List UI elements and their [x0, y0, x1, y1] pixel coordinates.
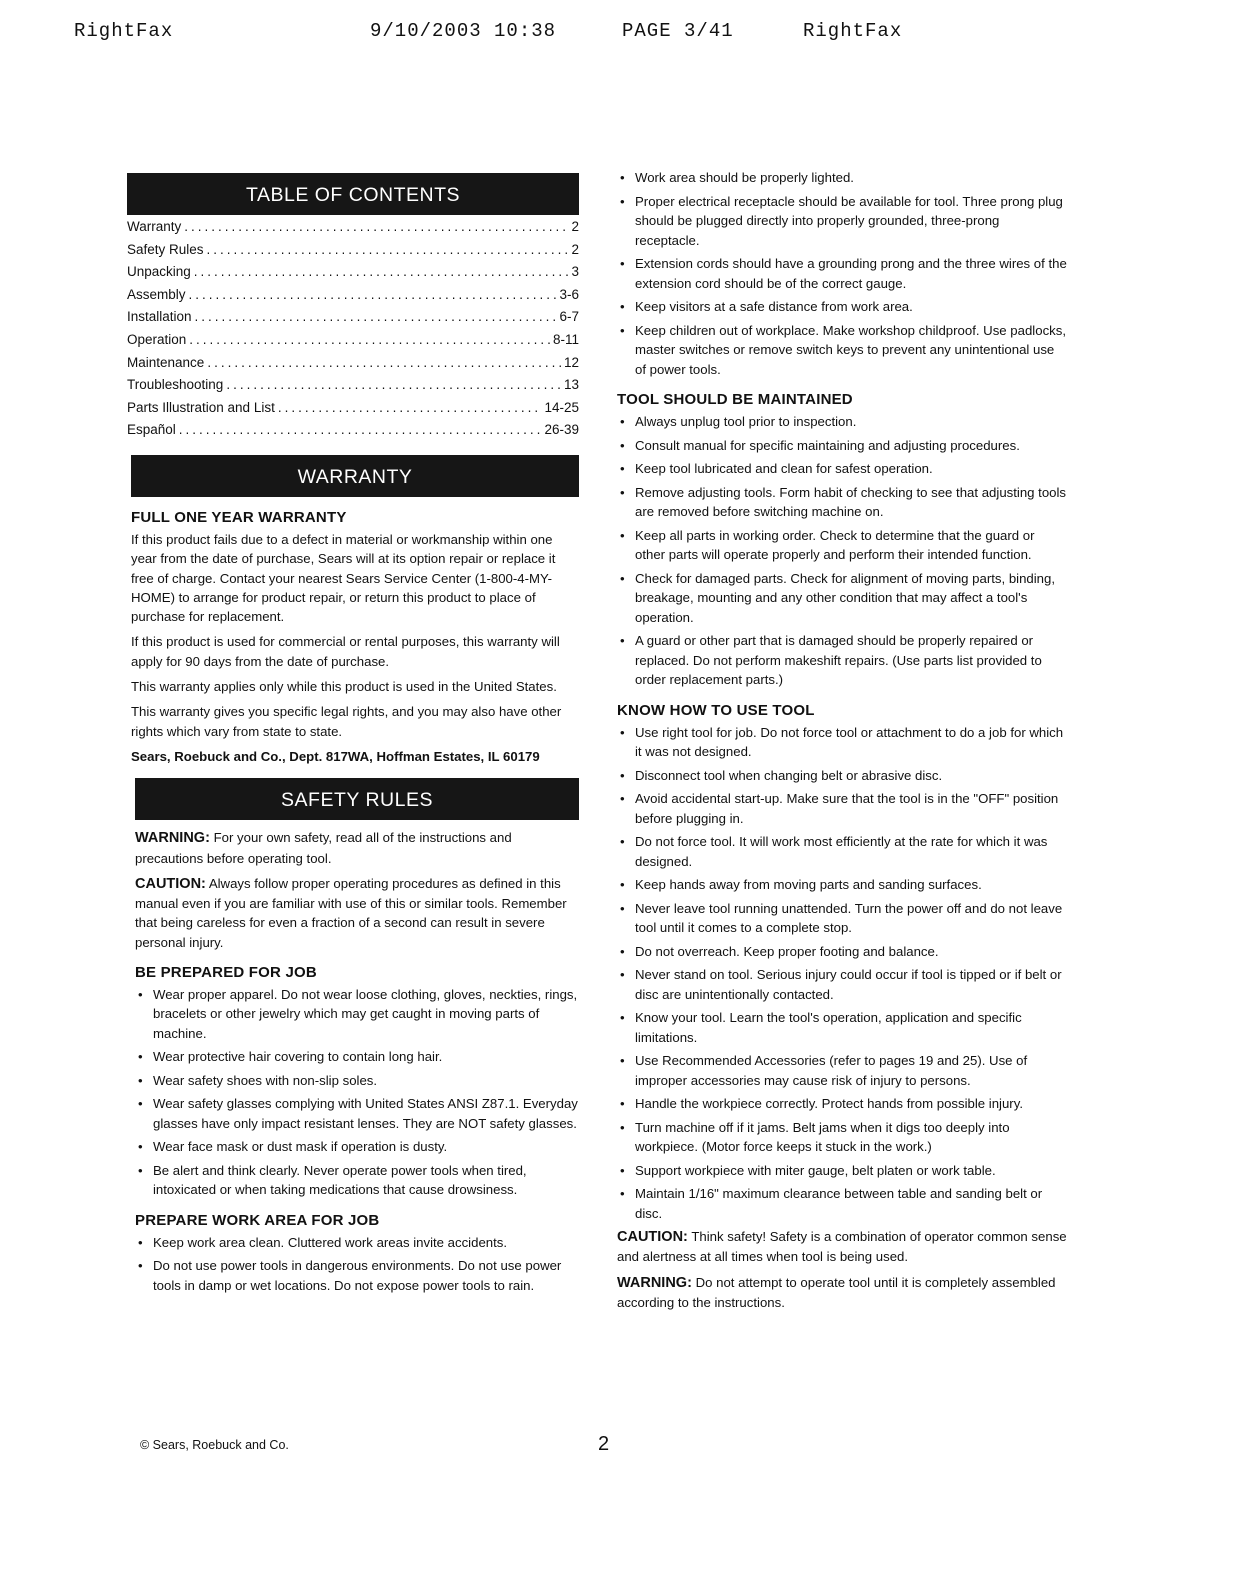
prepare-area-list-continued	[617, 168, 1067, 379]
bullet-item: • Use right tool for job. Do not force tool or attachment to do a job for which it was not designed.	[617, 723, 1067, 762]
bullet-item: • Keep tool lubricated and clean for safest operation.	[617, 459, 1067, 479]
be-prepared-heading: BE PREPARED FOR JOB	[135, 963, 317, 981]
safety-banner: SAFETY RULES	[135, 778, 579, 820]
toc-leader	[207, 355, 561, 370]
warranty-paragraph: If this product is used for commercial or rental purposes, this warranty will apply for 90 days from the date of purchase.	[131, 634, 560, 669]
toc-entry	[127, 355, 579, 378]
warning-notice	[135, 828, 579, 868]
toc-entry-page: 3-6	[559, 286, 579, 302]
toc-leader	[207, 242, 569, 257]
toc-leader	[179, 422, 542, 437]
right-column	[617, 168, 1067, 1318]
warranty-paragraph: This warranty gives you specific legal rights, and you may also have other rights which vary from state to state.	[131, 704, 562, 739]
bullet-item: • Avoid accidental start-up. Make sure that the tool is in the "OFF" position before plugging in.	[617, 789, 1067, 828]
toc-entry-page: 6-7	[559, 309, 579, 325]
toc-entry-page: 8-11	[552, 331, 579, 347]
toc-entry-title: Warranty	[127, 219, 182, 234]
page-number: 2	[598, 1433, 610, 1455]
caution-notice	[135, 874, 579, 952]
bullet-item: • Wear safety shoes with non-slip soles.	[135, 1071, 579, 1091]
toc-entry-page: 12	[563, 354, 579, 370]
toc-entry-page: 26-39	[544, 422, 579, 438]
toc-entry	[127, 377, 579, 400]
toc-entry	[127, 309, 579, 332]
caution2-label: CAUTION:	[617, 1229, 688, 1245]
bullet-item: • A guard or other part that is damaged should be properly repaired or replaced. Do not perform makeshift repairs. (Use parts list provided to order replacement parts.)	[617, 631, 1067, 690]
bullet-item: • Turn machine off if it jams. Belt jams when it digs too deeply into workpiece. (Motor force keeps it stuck in the work.)	[617, 1118, 1067, 1157]
caution2-notice	[617, 1227, 1067, 1267]
bullet-item: • Never stand on tool. Serious injury could occur if tool is tipped or if belt or disc are unintentionally contacted.	[617, 965, 1067, 1004]
bullet-item: • Consult manual for specific maintaining and adjusting procedures.	[617, 436, 1067, 456]
bullet-item: • Never leave tool running unattended. Turn the power off and do not leave tool until it comes to a complete stop.	[617, 899, 1067, 938]
toc-entry	[127, 332, 579, 355]
warranty-banner: WARRANTY	[131, 455, 579, 497]
toc-entry-page: 2	[571, 219, 579, 234]
copyright: © Sears, Roebuck and Co.	[140, 1438, 289, 1452]
toc-entry-title: Troubleshooting	[127, 377, 224, 393]
maintained-list	[617, 412, 1067, 690]
maintained-heading: TOOL SHOULD BE MAINTAINED	[617, 391, 853, 408]
be-prepared-list	[135, 985, 579, 1200]
bullet-item: • Keep hands away from moving parts and sanding surfaces.	[617, 875, 1067, 895]
warranty-text	[131, 530, 579, 741]
warranty-heading: FULL ONE YEAR WARRANTY	[131, 508, 347, 526]
bullet-item: • Maintain 1/16" maximum clearance between table and sanding belt or disc.	[617, 1184, 1067, 1223]
bullet-item: • Know your tool. Learn the tool's operation, application and specific limitations.	[617, 1008, 1067, 1047]
fax-datetime: 9/10/2003 10:38	[370, 20, 557, 42]
fax-sender: RightFax	[74, 20, 174, 42]
bullet-item: • Remove adjusting tools. Form habit of checking to see that adjusting tools are removed before switching machine on.	[617, 483, 1067, 522]
fax-service: RightFax	[803, 20, 903, 42]
bullet-item: • Do not force tool. It will work most efficiently at the rate for which it was designed.	[617, 832, 1067, 871]
left-column	[127, 173, 579, 1299]
bullet-item: • Keep all parts in working order. Check to determine that the guard or other parts will operate properly and perform their intended function.	[617, 526, 1067, 565]
know-how-list	[617, 723, 1067, 1224]
toc-entry-title: Safety Rules	[127, 241, 204, 257]
toc-entry-page: 3	[571, 264, 579, 280]
toc-entry-page: 2	[571, 241, 579, 257]
caution2-text: Think safety! Safety is a combination of operator common sense and alertness at all times when tool is being used.	[617, 1229, 1067, 1265]
toc-entry	[127, 400, 579, 423]
toc-entry-title: Operation	[127, 331, 187, 347]
warranty-address: Sears, Roebuck and Co., Dept. 817WA, Hoffman Estates, IL 60179	[131, 748, 540, 764]
toc-entry	[127, 422, 579, 445]
fax-page: PAGE 3/41	[622, 20, 734, 42]
warning2-label: WARNING:	[617, 1274, 692, 1291]
toc-entry-title: Installation	[127, 309, 192, 325]
toc-leader	[184, 219, 568, 234]
toc-entry	[127, 219, 579, 242]
caution-label: CAUTION:	[135, 875, 206, 892]
toc-entry-title: Assembly	[127, 286, 186, 302]
warning-text: For your own safety, read all of the instructions and precautions before operating tool.	[135, 830, 512, 866]
warning2-notice	[617, 1273, 1067, 1313]
toc-entry	[127, 287, 579, 310]
toc-leader	[226, 377, 561, 392]
bullet-item: • Proper electrical receptacle should be available for tool. Three prong plug should be plugged directly into properly grounded, three-prong receptacle.	[617, 192, 1067, 251]
toc-entry-title: Español	[127, 422, 176, 438]
warning2-text: Do not attempt to operate tool until it is completely assembled according to the instructions.	[617, 1274, 1056, 1310]
bullet-item: • Wear face mask or dust mask if operation is dusty.	[135, 1137, 579, 1157]
prepare-area-heading: PREPARE WORK AREA FOR JOB	[135, 1211, 380, 1229]
toc-entry-page: 14-25	[544, 399, 579, 415]
toc-entry-title: Maintenance	[127, 354, 205, 370]
bullet-item: • Check for damaged parts. Check for alignment of moving parts, binding, breakage, mounting and any other condition that may affect a tool's operation.	[617, 569, 1067, 628]
bullet-item: • Extension cords should have a grounding prong and the three wires of the extension cord should be of the correct gauge.	[617, 254, 1067, 293]
bullet-item: • Do not overreach. Keep proper footing and balance.	[617, 942, 1067, 962]
bullet-item: • Always unplug tool prior to inspection.	[617, 412, 1067, 432]
bullet-item: • Be alert and think clearly. Never operate power tools when tired, intoxicated or when taking medications that cause drowsiness.	[135, 1161, 579, 1200]
toc-entry	[127, 242, 579, 265]
bullet-item: • Wear proper apparel. Do not wear loose clothing, gloves, neckties, rings, bracelets or other jewelry which may get caught in moving parts of machine.	[135, 985, 579, 1044]
bullet-item: • Keep work area clean. Cluttered work areas invite accidents.	[135, 1233, 579, 1253]
warning-label: WARNING:	[135, 830, 210, 847]
toc-leader	[189, 332, 550, 347]
bullet-item: • Disconnect tool when changing belt or abrasive disc.	[617, 766, 1067, 786]
caution-text: Always follow proper operating procedures as defined in this manual even if you are familiar with use of this or similar tools. Remember that being careless for even a fraction of a second can result in severe personal injury.	[135, 875, 567, 950]
bullet-item: • Work area should be properly lighted.	[617, 168, 1067, 188]
toc-leader	[195, 309, 557, 324]
bullet-item: • Keep children out of workplace. Make workshop childproof. Use padlocks, master switches or remove switch keys to prevent any unintentional use of power tools.	[617, 321, 1067, 380]
toc-leader	[189, 287, 557, 302]
toc-entry-title: Unpacking	[127, 264, 191, 280]
warranty-paragraph: If this product fails due to a defect in material or workmanship within one year from the date of purchase, Sears will at its option repair or replace it free of charge. Contact your nearest Sears Service Center (1-800-4-MY-HOME) to arrange for product repair, or return this product to place of purchase for replacement.	[131, 531, 556, 625]
bullet-item: • Do not use power tools in dangerous environments. Do not use power tools in damp or wet locations. Do not expose power tools to rain.	[135, 1256, 579, 1295]
toc-entry-page: 13	[563, 377, 579, 393]
toc-leader	[194, 264, 569, 279]
toc-entry-title: Parts Illustration and List	[127, 399, 275, 415]
bullet-item: • Keep visitors at a safe distance from work area.	[617, 297, 1067, 317]
bullet-item: • Use Recommended Accessories (refer to pages 19 and 25). Use of improper accessories may cause risk of injury to persons.	[617, 1051, 1067, 1090]
toc-entry	[127, 264, 579, 287]
bullet-item: • Support workpiece with miter gauge, belt platen or work table.	[617, 1161, 1067, 1181]
bullet-item: • Handle the workpiece correctly. Protect hands from possible injury.	[617, 1094, 1067, 1114]
toc-leader	[278, 400, 542, 415]
bullet-item: • Wear safety glasses complying with United States ANSI Z87.1. Everyday glasses have only impact resistant lenses. They are NOT safety glasses.	[135, 1094, 579, 1133]
know-how-heading: KNOW HOW TO USE TOOL	[617, 701, 815, 719]
bullet-item: • Wear protective hair covering to contain long hair.	[135, 1047, 579, 1067]
toc-banner: TABLE OF CONTENTS	[127, 173, 579, 215]
table-of-contents	[127, 219, 579, 445]
prepare-area-list	[135, 1233, 579, 1296]
warranty-paragraph: This warranty applies only while this product is used in the United States.	[131, 679, 557, 695]
